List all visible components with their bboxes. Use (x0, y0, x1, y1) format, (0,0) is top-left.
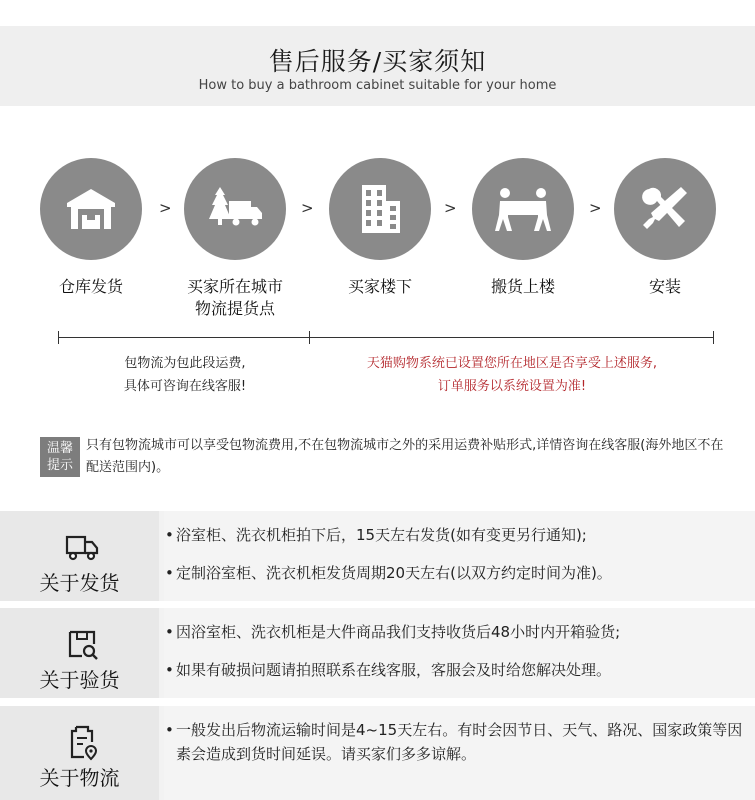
section-logistics (0, 706, 755, 800)
step-circle (329, 158, 431, 260)
section-inspection (0, 608, 755, 698)
page-subtitle: How to buy a bathroom cabinet suitable for your home (198, 78, 557, 93)
step-arrow: > (159, 199, 172, 217)
step-arrow: > (301, 199, 314, 217)
section-header (0, 706, 159, 800)
section-content (164, 706, 755, 800)
step-circle (614, 158, 716, 260)
section-label: 关于发货 (39, 571, 120, 595)
step-circle (472, 158, 574, 260)
step-label: 搬货上楼 (490, 277, 555, 296)
timeline-tick (713, 331, 714, 344)
delivery-truck-icon (205, 179, 265, 239)
service-note: 天猫购物系统已设置您所在地区是否享受上述服务, 订单服务以系统设置为准! (366, 356, 658, 394)
timeline-tick (58, 331, 59, 344)
section-header (0, 511, 159, 601)
section-label: 关于物流 (39, 766, 120, 790)
tools-icon (635, 179, 695, 239)
section-label: 关于验货 (39, 668, 120, 692)
logistics-doc-icon (62, 722, 102, 762)
building-icon (350, 179, 410, 239)
step-downstairs (329, 158, 431, 298)
step-install (614, 158, 716, 298)
movers-icon (493, 179, 553, 239)
warehouse-icon (61, 179, 121, 239)
step-warehouse (40, 158, 142, 298)
step-carry-upstairs (472, 158, 574, 298)
step-label: 安装 (648, 277, 681, 296)
section-header (0, 608, 159, 698)
step-arrow: > (589, 199, 602, 217)
step-label: 买家所在城市 物流提货点 (186, 277, 283, 318)
section-bullet: • 因浴室柜、洗衣机柜是大件商品我们支持收货后48小时内开箱验货; (176, 620, 746, 644)
section-content (164, 608, 755, 698)
truck-outline-icon (62, 527, 102, 567)
tip-text: 只有包物流城市可以享受包物流费用,不在包物流城市之外的采用运费补贴形式,详情咨询在线客服(海外地区不在配送范围内)。 (86, 438, 724, 475)
step-circle (40, 158, 142, 260)
step-arrow: > (444, 199, 457, 217)
step-label: 买家楼下 (347, 277, 412, 296)
section-bullet: • 一般发出后物流运输时间是4~15天左右。有时会因节日、天气、路况、国家政策等因素会造成到货时间延误。请买家们多多谅解。 (176, 718, 746, 766)
header-banner (0, 26, 755, 106)
section-bullet: • 如果有破损问题请拍照联系在线客服，客服会及时给您解决处理。 (176, 658, 746, 682)
section-bullet: • 浴室柜、洗衣机柜拍下后，15天左右发货(如有变更另行通知); (176, 523, 746, 547)
timeline-tick (309, 331, 310, 344)
step-circle (184, 158, 286, 260)
inspection-box-icon (62, 624, 102, 664)
section-content (164, 511, 755, 601)
step-city-pickup (184, 158, 286, 320)
section-shipping (0, 511, 755, 601)
freight-note: 包物流为包此段运费, 具体可咨询在线客服! (123, 356, 247, 394)
section-bullet: • 定制浴室柜、洗衣机柜发货周期20天左右(以双方约定时间为准)。 (176, 561, 746, 585)
tip-badge: 温馨 提示 (40, 437, 80, 477)
timeline-line (58, 337, 714, 338)
page-title: 售后服务/买家须知 (268, 47, 487, 76)
step-label: 仓库发货 (58, 277, 123, 296)
